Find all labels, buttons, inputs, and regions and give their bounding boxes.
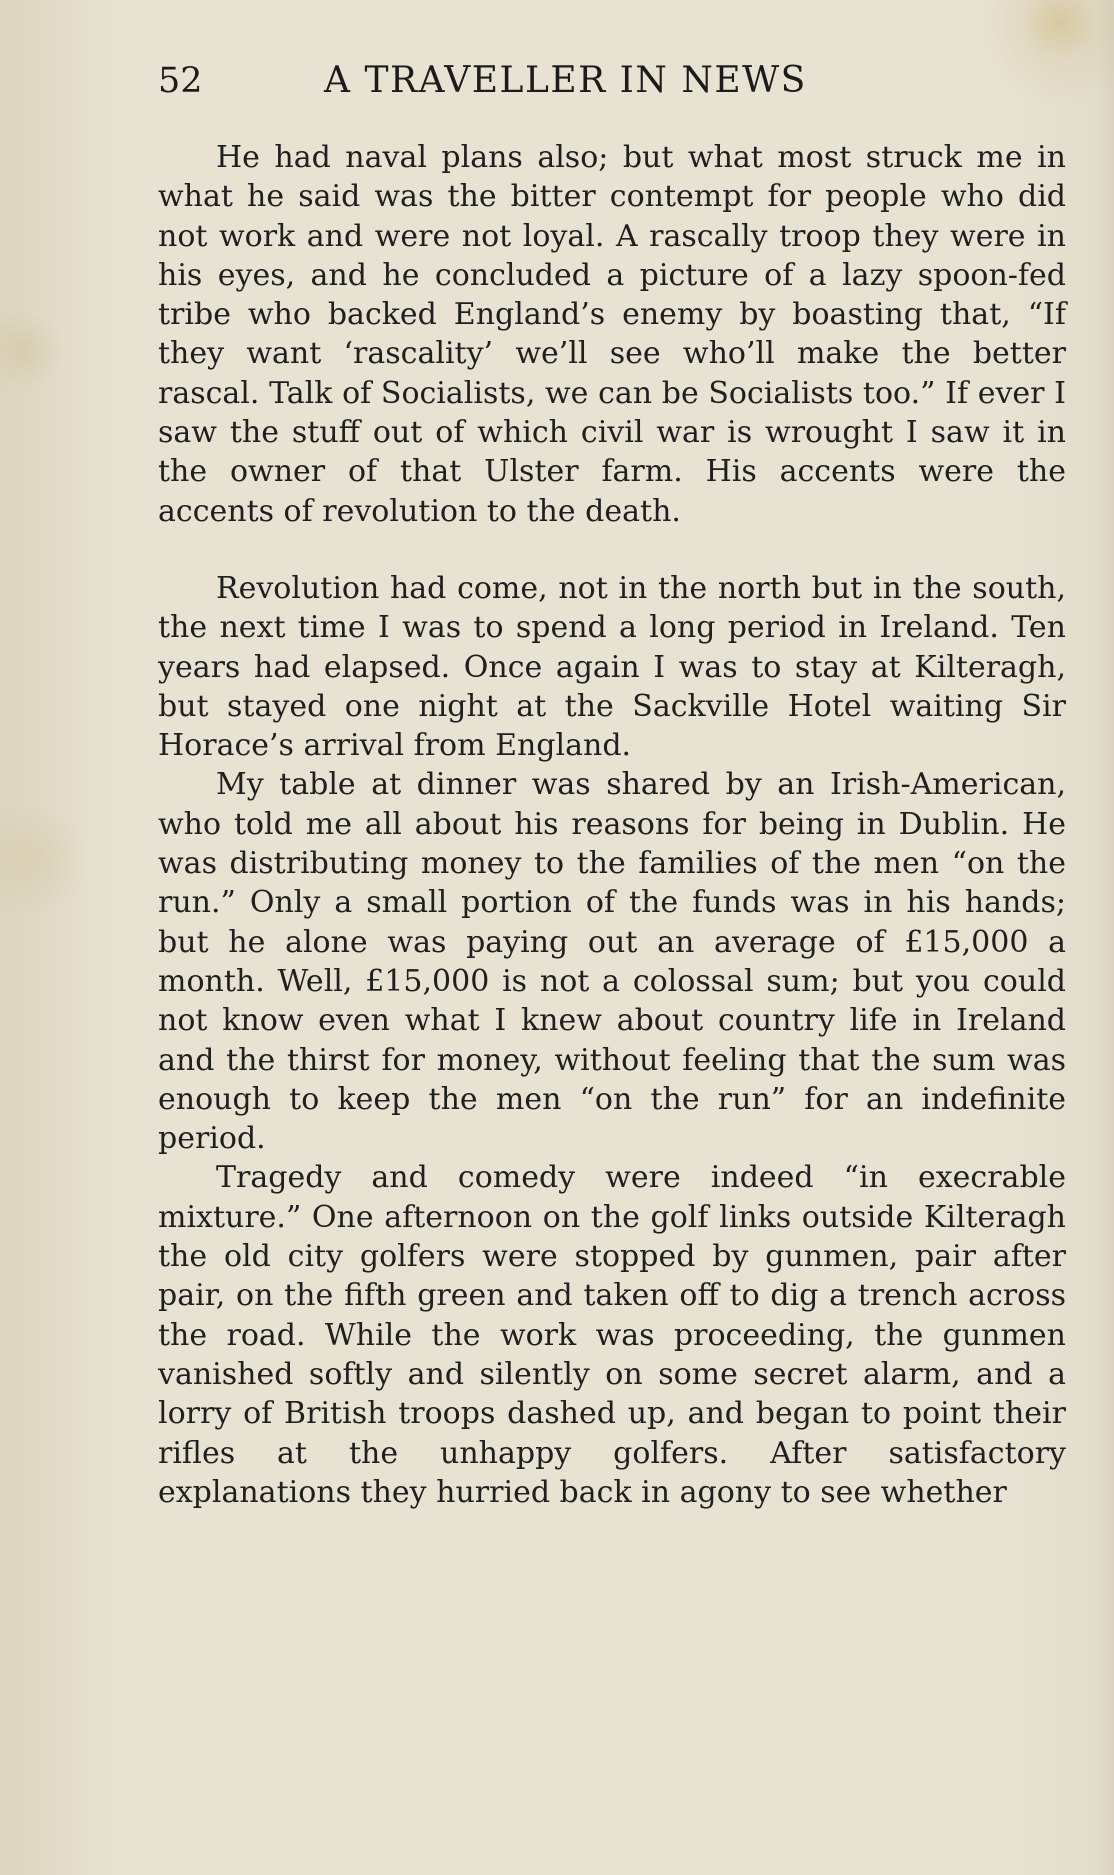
page-edge-shadow bbox=[1096, 0, 1114, 1875]
paragraph-ulster-farm: He had naval plans also; but what most struck me in what he said was the bitter contempt for people who did not work and were not loyal. A rascally troop they were in his eyes, and he concluded a picture of a lazy spoon-fed tribe who backed England’s enemy by boasting that, “If they want ‘rascality’ we’ll see who’ll make the better rascal. Talk of Socialists, we can be Socialists too.” If ever I saw the stuff out of which civil war is wrought I saw it in the owner of that Ulster farm. His accents were the accents of revolution to the death. bbox=[158, 140, 1066, 529]
paragraph-golf-links: Tragedy and comedy were indeed “in execrable mixture.” One afternoon on the golf links outside Kilteragh the old city golfers were stopped by gunmen, pair after pair, on the fifth green and taken off to dig a trench across the road. While the work was proceeding, the gunmen vanished softly and silently on some secret alarm, and a lorry of British troops dashed up, and began to point their rifles at the unhappy golfers. After satisfactory explanations they hurried back in agony to see whether bbox=[158, 1160, 1066, 1510]
paragraph-dinner: My table at dinner was shared by an Irish-American, who told me all about his reasons for being in Dublin. He was distributing money to the families of the men “on the run.” Only a small portion of the funds was in his hands; but he alone was paying out an average of £15,000 a month. Well, £15,000 is not a colossal sum; but you could not know even what I knew about country life in Ireland and the thirst for money, without feeling that the sum was enough to keep the men “on the run” for an indefinite period. bbox=[158, 767, 1066, 1157]
section-break bbox=[158, 531, 1066, 569]
running-title: A TRAVELLER IN NEWS bbox=[324, 60, 807, 101]
running-head bbox=[158, 56, 1066, 106]
page-body bbox=[158, 138, 1066, 1512]
paragraph-revolution: Revolution had come, not in the north but in the south, the next time I was to spend a long period in Ireland. Ten years had elapsed. Once again I was to stay at Kilteragh, but stayed one night at the Sackville Hotel waiting Sir Horace’s arrival from England. bbox=[158, 570, 1066, 764]
page-number: 52 bbox=[158, 61, 203, 101]
